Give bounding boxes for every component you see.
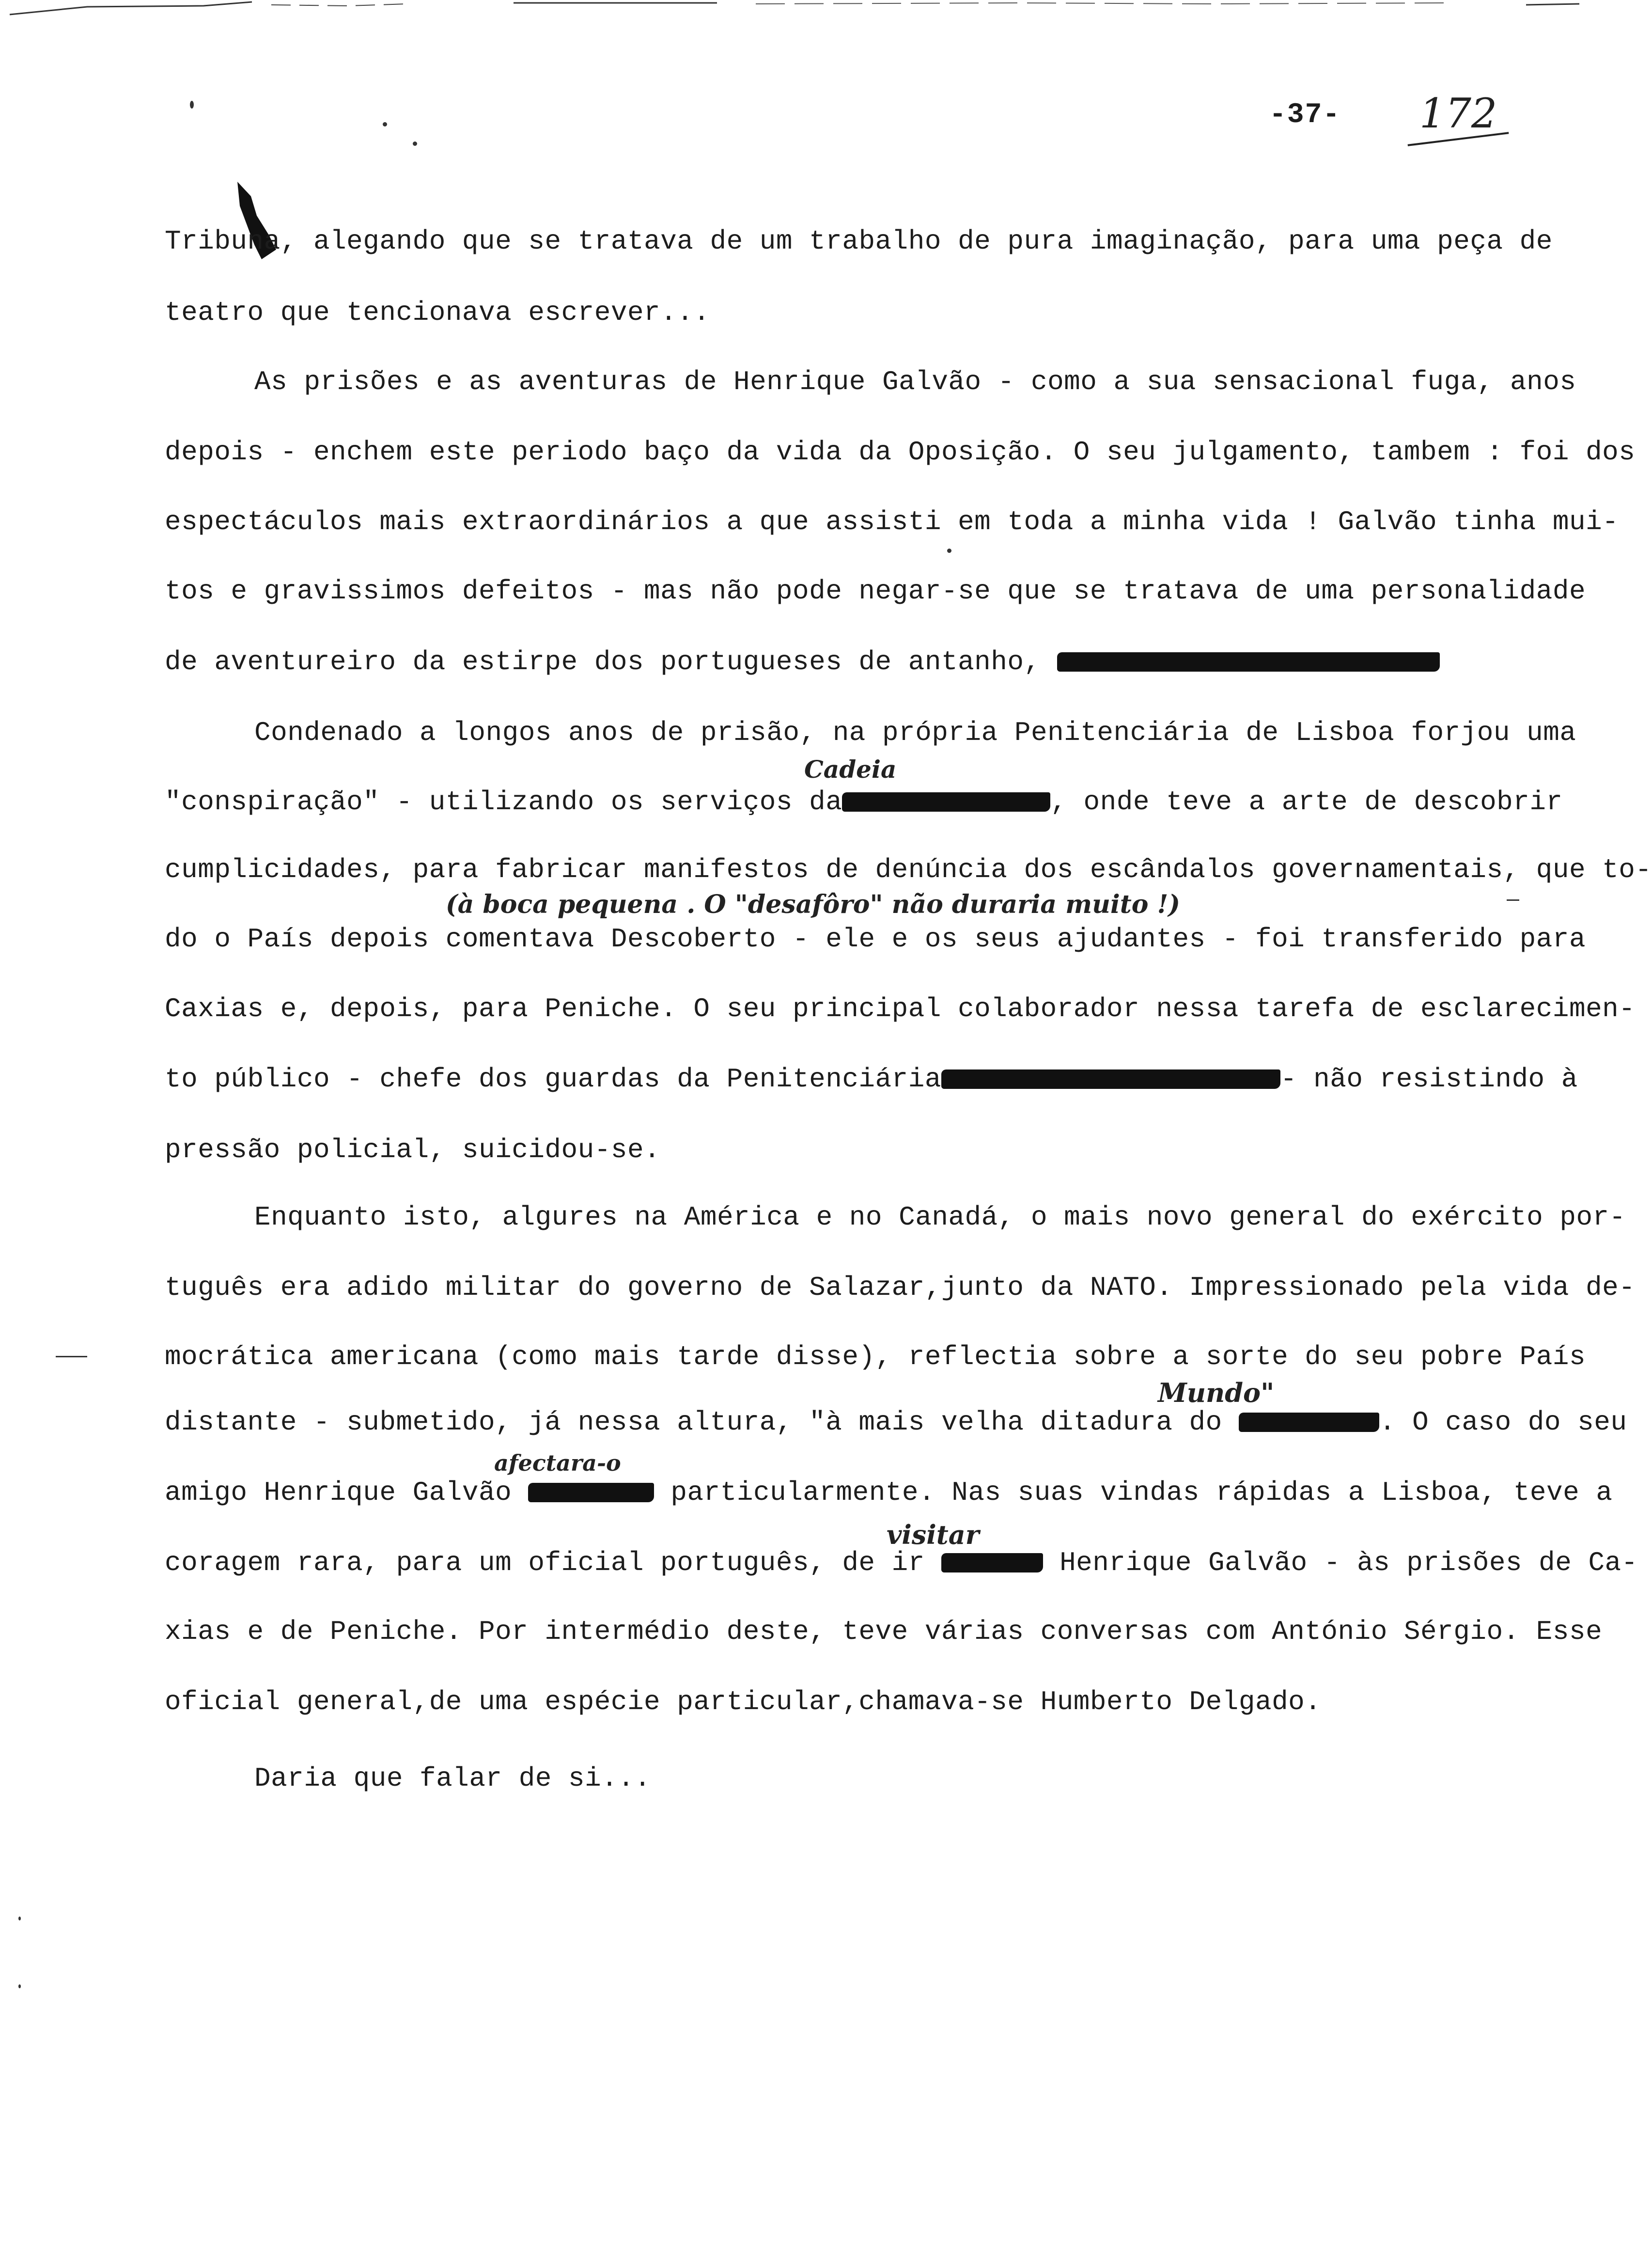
text-line: tos e gravissimos defeitos - mas não pode negar-se que se tratava de uma personalidade [165, 576, 1586, 607]
ink-blot [228, 177, 286, 274]
text-line: espectáculos mais extraordinários a que assisti em toda a minha vida ! Galvão tinha mui- [165, 506, 1619, 537]
redaction-bar [1057, 652, 1440, 672]
text-line: to público - chefe dos guardas da Penitenciária - não resistindo à [165, 1064, 1578, 1095]
text-line: depois - enchem este periodo baço da vida da Oposição. O seu julgamento, tambem : foi dos [165, 437, 1636, 468]
text-line: "conspiração" - utilizando os serviços da , onde teve a arte de descobrir [165, 786, 1563, 818]
handwritten-insertion: Mundo" [1158, 1377, 1275, 1408]
scan-dot [413, 142, 417, 146]
text-line: pressão policial, suicidou-se. [165, 1134, 661, 1165]
redaction-bar [528, 1483, 654, 1502]
redaction-bar [941, 1553, 1043, 1572]
margin-mark [56, 1356, 87, 1357]
text-line: amigo Henrique Galvão particularmente. Nas suas vindas rápidas a Lisboa, teve a [165, 1477, 1613, 1508]
text-line: de aventureiro da estirpe dos portugueses de antanho, [165, 647, 1440, 676]
handwritten-insertion: afectara-o [494, 1450, 621, 1476]
redaction-bar [842, 792, 1050, 812]
scan-dot [18, 1984, 21, 1988]
handwritten-insertion: Cadeia [804, 755, 897, 784]
paragraph-start: As prisões e as aventuras de Henrique Galvão - como a sua sensacional fuga, anos [254, 366, 1576, 397]
text-line: Caxias e, depois, para Peniche. O seu principal colaborador nessa tarefa de esclarecimen- [165, 993, 1636, 1024]
handwritten-insertion: (à boca pequena . O "desafôro" não duraria muito !) [446, 890, 1180, 919]
text-line: xias e de Peniche. Por intermédio deste, teve várias conversas com António Sérgio. Esse [165, 1616, 1603, 1647]
text-line: mocrática americana (como mais tarde disse), reflectia sobre a sorte do seu pobre País [165, 1341, 1586, 1372]
scan-dot [383, 122, 387, 126]
text-line: distante - submetido, já nessa altura, "à mais velha ditadura do . O caso do seu [165, 1407, 1627, 1438]
text-line: teatro que tencionava escrever... [165, 297, 710, 328]
text-line: coragem rara, para um oficial português, de ir Henrique Galvão - às prisões de Ca- [165, 1547, 1638, 1578]
text-line: Tribuna, alegando que se tratava de um trabalho de pura imaginação, para uma peça de [165, 226, 1553, 257]
text-line: do o País depois comentava Descoberto - ele e os seus ajudantes - foi transferido para [165, 924, 1586, 955]
paragraph-start: Condenado a longos anos de prisão, na própria Penitenciária de Lisboa forjou uma [254, 717, 1576, 748]
margin-mark [1507, 899, 1519, 901]
paragraph-start: Daria que falar de si... [254, 1763, 651, 1794]
scan-dot [18, 1917, 21, 1920]
folio-number: 172 [1419, 90, 1497, 137]
text-line: tuguês era adido militar do governo de Salazar,junto da NATO. Impressionado pela vida de- [165, 1272, 1636, 1303]
handwritten-insertion: visitar [887, 1519, 980, 1550]
scan-edge-artifact [0, 0, 1589, 19]
scan-dot [190, 101, 194, 109]
redaction-bar [1239, 1413, 1379, 1432]
text-line: oficial general,de uma espécie particular,chamava-se Humberto Delgado. [165, 1686, 1322, 1717]
scan-dot [947, 549, 951, 553]
text-line: cumplicidades, para fabricar manifestos de denúncia dos escândalos governamentais, que to- [165, 854, 1652, 885]
page-number: -37- [1269, 99, 1341, 131]
paragraph-start: Enquanto isto, algures na América e no Canadá, o mais novo general do exército por- [254, 1202, 1626, 1233]
redaction-bar [941, 1069, 1280, 1089]
